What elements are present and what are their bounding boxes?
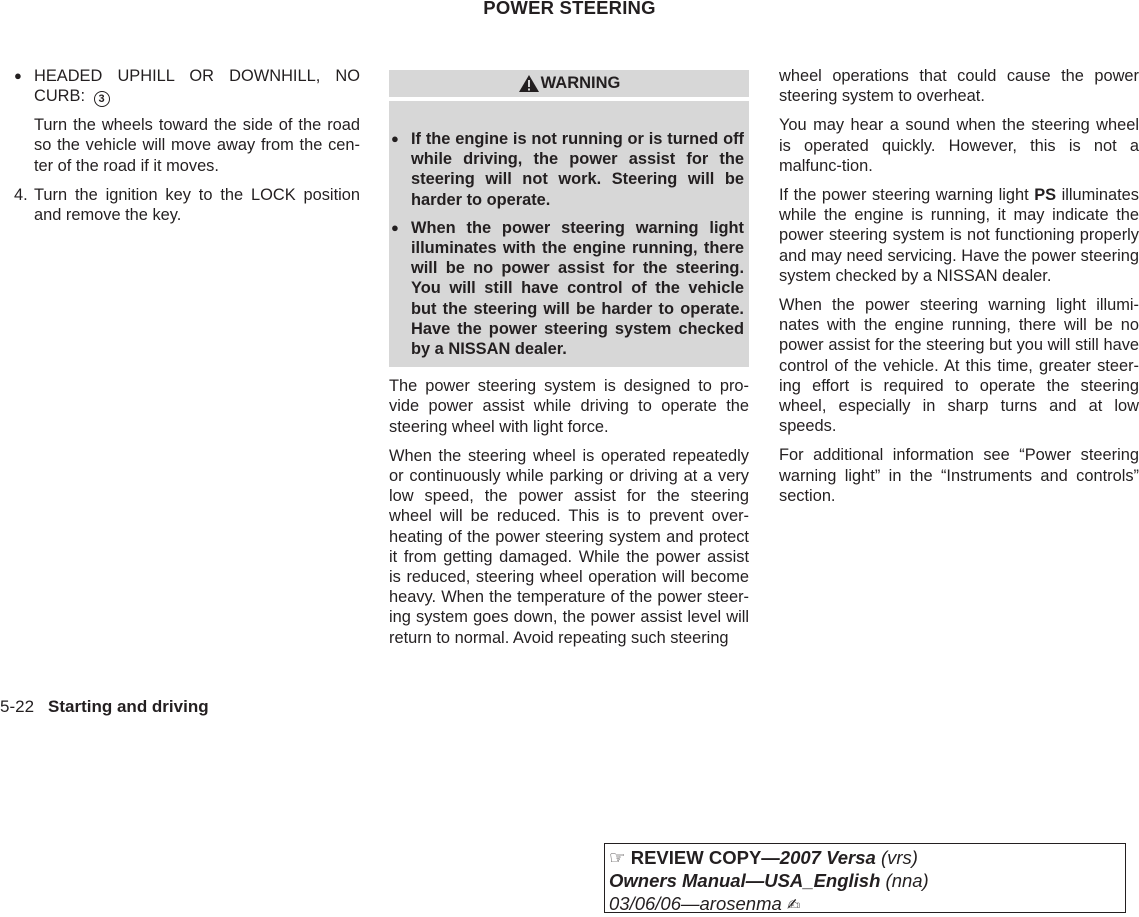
list-item bbox=[14, 66, 360, 107]
warning-title: WARNING bbox=[540, 74, 621, 93]
step-number: 4. bbox=[14, 185, 28, 204]
paragraph: When the power steering warning light illumi-nates with the engine running, there will be no power assist for the steering but you will still have control of the vehicle. At this time, greater steer-ing effort is required to operate the steering wheel, especially in sharp turns and at low speeds. bbox=[779, 296, 1139, 436]
column-left bbox=[14, 66, 360, 225]
circled-number-marker: 3 bbox=[94, 91, 110, 107]
warning-item bbox=[391, 129, 744, 210]
page-footer bbox=[0, 697, 209, 717]
warning-box bbox=[389, 101, 749, 367]
paragraph: wheel operations that could cause the power steering system to overheat. bbox=[779, 67, 1139, 106]
warning-item-text: When the power steering warning light illuminates with the engine running, there will be no power assist for the steering. You will still have control of the vehicle but the steering will be harder to operate. Have the power steering system checked by a NISSAN dealer. bbox=[411, 218, 744, 359]
bullet-icon: ● bbox=[14, 68, 22, 83]
column-middle bbox=[389, 66, 749, 648]
page-title: POWER STEERING bbox=[483, 0, 656, 18]
warning-triangle-icon bbox=[518, 74, 540, 93]
paragraph: The power steering system is designed to pro-vide power assist while driving to operate the steering wheel with light force. bbox=[389, 377, 749, 436]
paragraph: You may hear a sound when the steering wheel is operated quickly. However, this is not a malfunc-tion. bbox=[779, 116, 1139, 175]
column-right bbox=[779, 66, 1139, 506]
section-name: Starting and driving bbox=[48, 697, 209, 716]
review-copy-stamp: ☞ REVIEW COPY—2007 Versa (vrs) Owners Manual—USA_English (nna) 03/06/06—arosenma ✍ bbox=[604, 843, 1126, 913]
pointing-hand-icon: ☞ bbox=[609, 847, 626, 868]
page-number: 5-22 bbox=[0, 697, 35, 716]
warning-header bbox=[389, 70, 749, 97]
paragraph: When the steering wheel is operated repeatedly or continuously while parking or driving at a very low speed, the power assist for the steering wheel will be reduced. This is to prevent over-heating of the power steering system and protect it from getting damaged. While the power assist is reduced, steering wheel operation will become heavy. When the temperature of the power steer-ing system goes down, the power assist level will return to normal. Avoid repeating such steering bbox=[389, 446, 749, 647]
ps-warning-light-label: PS bbox=[1034, 186, 1057, 205]
paragraph: If the power steering warning light PS illuminates while the engine is running, it may indicate the power steering system is not functioning properly and may need servicing. Have the power steering system checked by a NISSAN dealer. bbox=[779, 186, 1139, 285]
bullet-title: HEADED UPHILL OR DOWNHILL, NO CURB: bbox=[34, 67, 360, 106]
warning-item bbox=[391, 218, 744, 359]
bullet-icon: ● bbox=[391, 131, 399, 146]
numbered-step bbox=[14, 185, 360, 225]
writing-hand-icon: ✍ bbox=[786, 897, 801, 914]
bullet-icon: ● bbox=[391, 219, 399, 235]
bullet-paragraph: Turn the wheels toward the side of the road so the vehicle will move away from the cen-ter of the road if it moves. bbox=[34, 116, 360, 175]
paragraph: For additional information see “Power steering warning light” in the “Instruments and controls” section. bbox=[779, 446, 1139, 505]
step-text: Turn the ignition key to the LOCK position and remove the key. bbox=[34, 185, 360, 225]
warning-item-text: If the engine is not running or is turned off while driving, the power assist for the steering will not work. Steering will be harder to operate. bbox=[411, 130, 744, 209]
